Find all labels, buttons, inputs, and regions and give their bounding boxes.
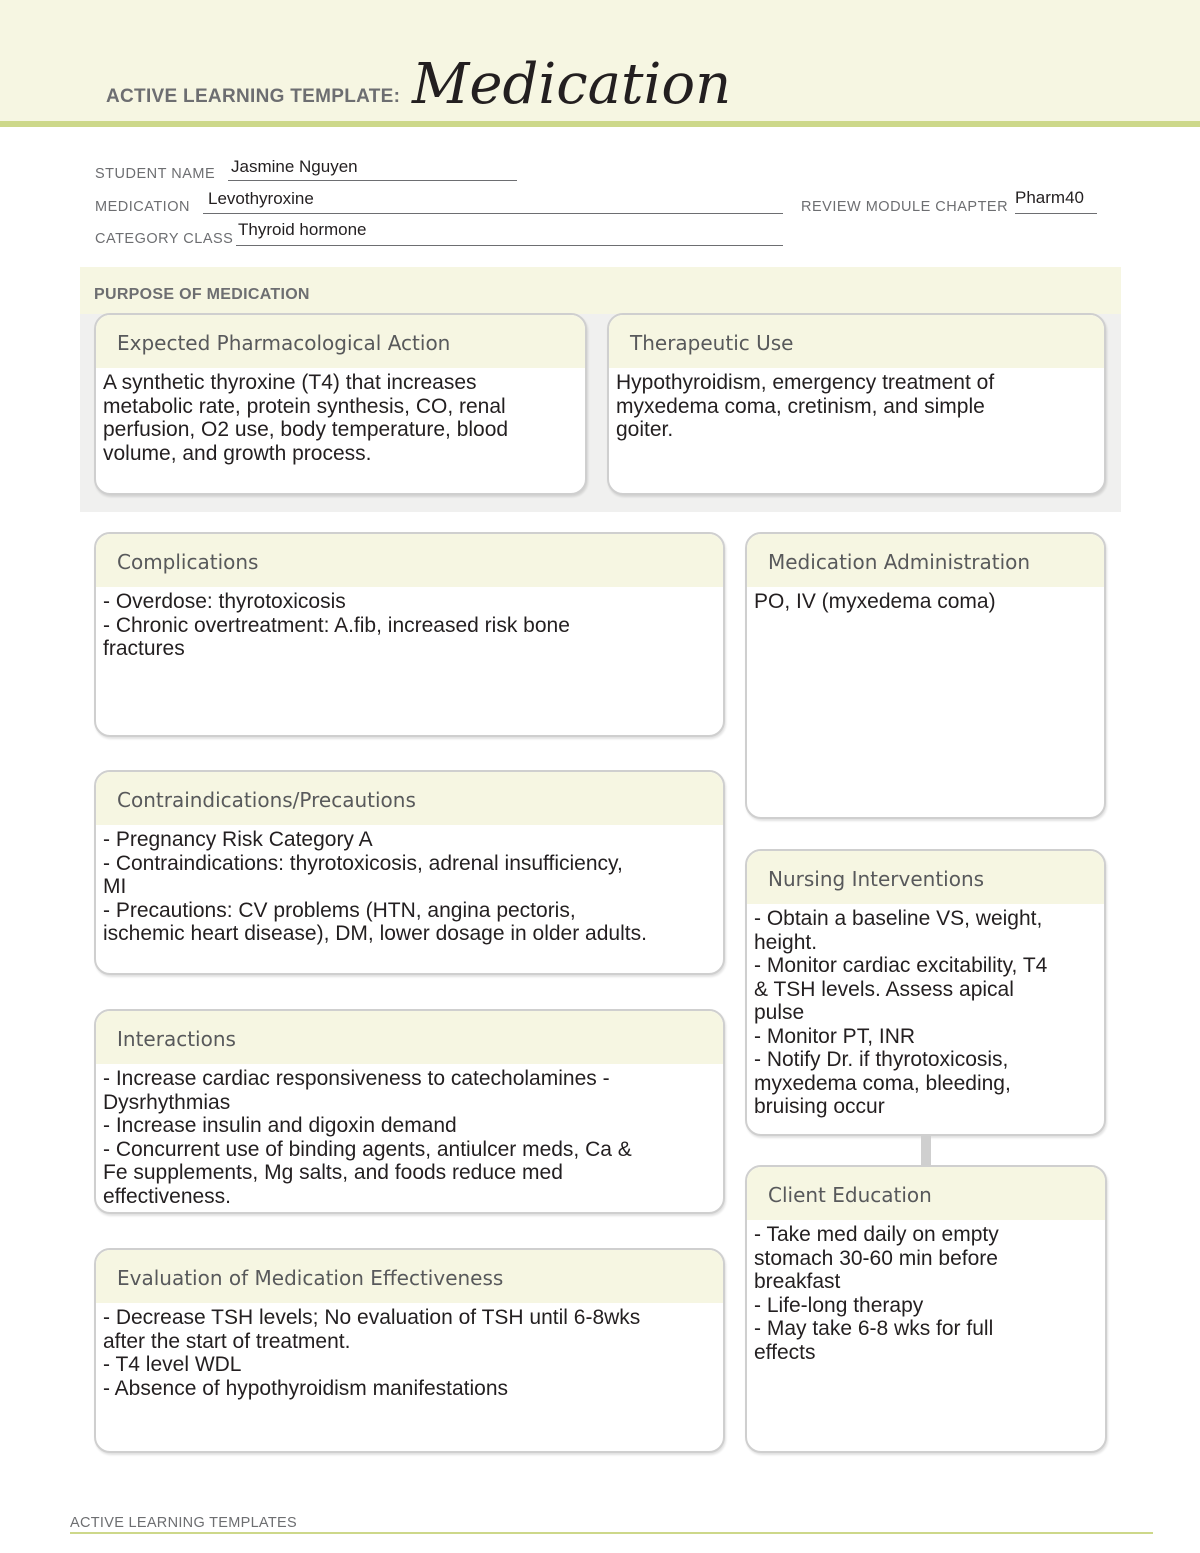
complications-title: Complications [96,534,723,587]
category-class-label: CATEGORY CLASS [95,231,234,247]
text-line: - Monitor cardiac excitability, T4 [754,954,1048,977]
text-line: stomach 30-60 min before [754,1246,998,1270]
text-line: - T4 level WDL [103,1353,242,1376]
contraindications-text[interactable] [96,825,723,946]
card-connector [921,1134,931,1168]
administration-title: Medication Administration [747,534,1104,587]
text-line: - Obtain a baseline VS, weight, [754,907,1043,930]
text-line: metabolic rate, protein synthesis, CO, renal [103,394,506,418]
student-name-line [228,180,517,181]
contraindications-title: Contraindications/Precautions [96,772,723,825]
text-line: Dysrhythmias [103,1090,231,1114]
text-line: - Pregnancy Risk Category A [103,828,373,851]
text-line: MI [103,875,127,898]
text-line: PO, IV (myxedema coma) [754,590,996,613]
text-line: & TSH levels. Assess apical [754,977,1014,1001]
administration-text[interactable] [747,587,1104,614]
expected-action-text[interactable] [96,368,585,465]
text-line: volume, and growth process. [103,441,372,465]
text-line: height. [754,930,818,954]
text-line: - Contraindications: thyrotoxicosis, adrenal insufficiency, [103,851,623,875]
medication-label: MEDICATION [95,199,190,215]
evaluation-card [94,1248,725,1453]
text-line: - Take med daily on empty [754,1223,999,1246]
interactions-title: Interactions [96,1011,723,1064]
text-line: ischemic heart disease), DM, lower dosage in older adults. [103,922,647,945]
nursing-interventions-card [745,849,1106,1136]
client-education-card [745,1165,1107,1453]
category-class-value[interactable]: Thyroid hormone [238,220,367,239]
text-line: - Monitor PT, INR [754,1024,916,1048]
therapeutic-use-title: Therapeutic Use [609,315,1104,368]
text-line: - Increase insulin and digoxin demand [103,1114,457,1137]
text-line: - Overdose: thyrotoxicosis [103,590,346,613]
text-line: - Chronic overtreatment: A.fib, increased risk bone [103,613,570,637]
review-module-line [1015,213,1097,214]
review-module-value[interactable]: Pharm40 [1015,188,1084,207]
template-label: ACTIVE LEARNING TEMPLATE: [106,86,401,107]
category-class-line [236,245,783,246]
nursing-interventions-text[interactable] [747,904,1104,1119]
client-education-title: Client Education [747,1167,1105,1220]
student-name-label: STUDENT NAME [95,166,216,182]
complications-card [94,532,725,737]
nursing-interventions-title: Nursing Interventions [747,851,1104,904]
text-line: myxedema coma, bleeding, [754,1071,1011,1095]
evaluation-title: Evaluation of Medication Effectiveness [96,1250,723,1303]
client-education-text[interactable] [747,1220,1105,1364]
purpose-section-header [80,267,1121,314]
text-line: - Decrease TSH levels; No evaluation of TSH until 6-8wks [103,1306,641,1329]
expected-action-title: Expected Pharmacological Action [96,315,585,368]
expected-action-card [94,313,587,495]
medication-line [203,213,783,214]
interactions-text[interactable] [96,1064,723,1208]
administration-card [745,532,1106,819]
text-line: perfusion, O2 use, body temperature, blood [103,418,509,441]
text-line: - Concurrent use of binding agents, antiulcer meds, Ca & [103,1137,632,1161]
page-title: Medication [412,52,732,117]
text-line: Hypothyroidism, emergency treatment of [616,371,995,394]
text-line: fractures [103,637,185,660]
text-line: - Notify Dr. if thyrotoxicosis, [754,1048,1009,1071]
footer-label: ACTIVE LEARNING TEMPLATES [70,1515,297,1531]
medication-value[interactable]: Levothyroxine [208,189,314,208]
purpose-section-label: PURPOSE OF MEDICATION [94,286,310,303]
review-module-label: REVIEW MODULE CHAPTER [801,199,1009,215]
text-line: goiter. [616,418,674,441]
header-rule [0,121,1200,127]
text-line: pulse [754,1001,805,1024]
text-line: - Absence of hypothyroidism manifestations [103,1376,509,1400]
text-line: - May take 6-8 wks for full [754,1317,994,1340]
text-line: - Precautions: CV problems (HTN, angina pectoris, [103,898,576,922]
therapeutic-use-card [607,313,1106,495]
student-name-value[interactable]: Jasmine Nguyen [231,157,358,176]
contraindications-card [94,770,725,975]
evaluation-text[interactable] [96,1303,723,1400]
text-line: after the start of treatment. [103,1329,351,1353]
text-line: Fe supplements, Mg salts, and foods reduce med [103,1161,563,1184]
text-line: breakfast [754,1270,841,1293]
text-line: myxedema coma, cretinism, and simple [616,394,985,418]
complications-text[interactable] [96,587,723,661]
text-line: bruising occur [754,1095,885,1118]
interactions-card [94,1009,725,1214]
footer-rule [70,1532,1153,1534]
text-line: A synthetic thyroxine (T4) that increases [103,371,477,394]
text-line: effectiveness. [103,1184,232,1208]
text-line: - Increase cardiac responsiveness to catecholamines - [103,1067,610,1090]
text-line: effects [754,1340,816,1364]
therapeutic-use-text[interactable] [609,368,1104,442]
text-line: - Life-long therapy [754,1293,924,1317]
